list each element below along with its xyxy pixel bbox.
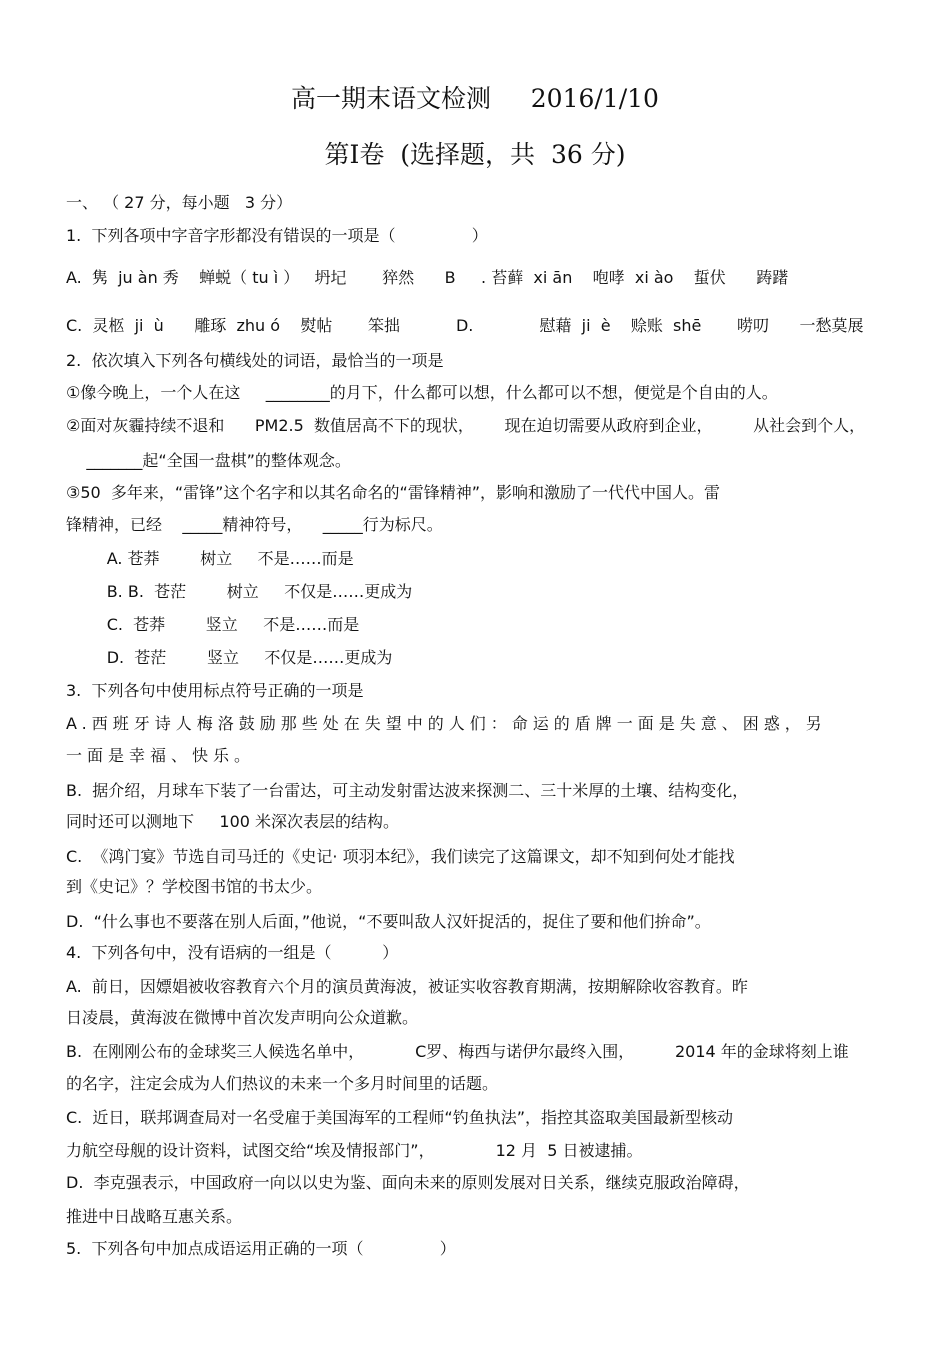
q2-sentence-1: ①像今晚上，一个人在这 ________的月下，什么都可以想，什么都可以不想，便觉是个自由的人。 <box>66 383 778 402</box>
q3-option-d: D. “什么事也不要落在别人后面，”他说，“不要叫敌人汉奸捉活的，捉住了要和他们拚命”。 <box>66 912 711 931</box>
q4-option-d-cont: 推进中日战略互惠关系。 <box>66 1207 243 1226</box>
q2-sentence-3-cont: 锋精神，已经 _____精神符号， _____行为标尺。 <box>66 515 443 534</box>
exam-subtitle: 第Ⅰ卷 (选择题，共 36 分) <box>324 140 626 169</box>
q4-option-a-cont: 日凌晨，黄海波在微博中首次发声明向公众道歉。 <box>66 1008 419 1027</box>
exam-title: 高一期末语文检测 2016/1/10 <box>291 84 659 113</box>
q4-option-d: D. 李克强表示，中国政府一向以以史为鉴、面向未来的原则发展对日关系，继续克服政治障碍， <box>66 1173 750 1192</box>
q3-option-a-cont: 一面是幸福、快乐。 <box>66 746 256 765</box>
q3-option-a: A.西班牙诗人梅洛鼓励那些处在失望中的人们：命运的盾牌一面是失意、困惑，另 <box>66 714 827 733</box>
q4-option-b-cont: 的名字，注定会成为人们热议的未来一个多月时间里的话题。 <box>66 1074 499 1093</box>
q4-option-a: A. 前日，因嫖娼被收容教育六个月的演员黄海波，被证实收容教育期满，按期解除收容教育。昨 <box>66 977 748 996</box>
section-heading: 一、 （ 27 分，每小题 3 分） <box>66 193 293 212</box>
q1-options-cd: C. 灵柩 ji ù 雕琢 zhu ó 熨帖 笨拙 D. 慰藉 ji è 赊账 shē 唠叨 一愁莫展 <box>66 316 864 335</box>
question-2: 2. 依次填入下列各句横线处的词语，最恰当的一项是 <box>66 351 444 370</box>
q4-option-c: C. 近日，联邦调查局对一名受雇于美国海军的工程师“钓鱼执法”，指控其盗取美国最新型核动 <box>66 1108 734 1127</box>
q4-option-c-cont: 力航空母舰的设计资料，试图交给“埃及情报部门”， 12 月 5 日被逮捕。 <box>66 1141 643 1160</box>
q3-option-b-cont: 同时还可以测地下 100 米深次表层的结构。 <box>66 812 400 831</box>
question-5: 5. 下列各句中加点成语运用正确的一项（ ） <box>66 1239 456 1258</box>
q2-option-c: C. 苍莽 竖立 不是……而是 <box>66 615 360 634</box>
q3-option-c: C. 《鸿门宴》节选自司马迁的《史记· 项羽本纪》，我们读完了这篇课文，却不知到何处才能找 <box>66 847 735 866</box>
q1-options-ab: A. 隽 ju àn 秀 蝉蜕（ tu ì ） 坍圮 猝然 B . 苔藓 xi ān 咆哮 xi ào 蜇伏 踌躇 <box>66 268 789 287</box>
q3-option-c-cont: 到《史记》？学校图书馆的书太少。 <box>66 877 323 896</box>
q2-option-a: A. 苍莽 树立 不是……而是 <box>66 549 354 568</box>
q3-option-b: B. 据介绍，月球车下装了一台雷达，可主动发射雷达波来探测二、三十米厚的土壤、结构变化， <box>66 781 749 800</box>
question-1: 1. 下列各项中字音字形都没有错误的一项是（ ） <box>66 226 488 245</box>
q4-option-b: B. 在刚刚公布的金球奖三人候选名单中， C罗、梅西与诺伊尔最终入围， 2014 年的金球将刻上谁 <box>66 1042 849 1061</box>
q2-option-d: D. 苍茫 竖立 不仅是……更成为 <box>66 648 393 667</box>
question-4: 4. 下列各句中，没有语病的一组是（ ） <box>66 943 399 962</box>
q2-sentence-2: ②面对灰霾持续不退和 PM2.5 数值居高不下的现状， 现在迫切需要从政府到企业， 从社会到个人， <box>66 416 866 435</box>
question-3: 3. 下列各句中使用标点符号正确的一项是 <box>66 681 364 700</box>
q2-sentence-2-cont: _______起“全国一盘棋”的整体观念。 <box>66 451 351 470</box>
q2-option-b: B. B. 苍茫 树立 不仅是……更成为 <box>66 582 413 601</box>
q2-sentence-3: ③50 多年来，“雷锋”这个名字和以其名命名的“雷锋精神”，影响和激励了一代代中国人。雷 <box>66 483 721 502</box>
